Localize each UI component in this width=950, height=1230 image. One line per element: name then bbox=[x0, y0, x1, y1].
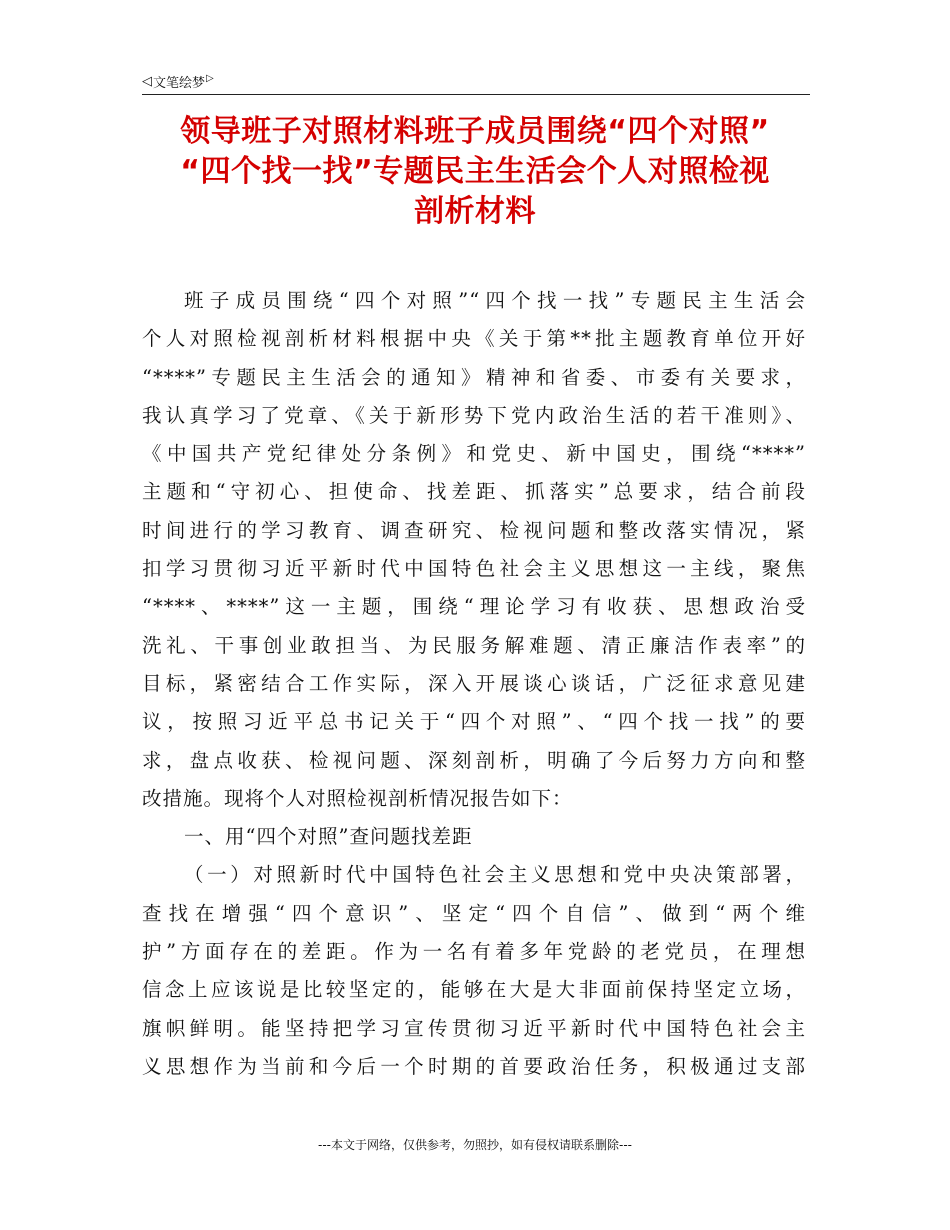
body-line: 议，按照习近平总书记关于“四个对照”、“四个找一找”的要 bbox=[142, 710, 806, 734]
document-body bbox=[142, 282, 806, 1086]
section-heading: 一、用“四个对照”查问题找差距 bbox=[184, 825, 473, 849]
body-line: 查找在增强“四个意识”、坚定“四个自信”、做到“两个维 bbox=[142, 901, 806, 925]
subsection-heading: （一）对照新时代中国特色社会主义思想和党中央决策部署， bbox=[184, 863, 806, 887]
body-line: 时间进行的学习教育、调查研究、检视问题和整改落实情况，紧 bbox=[142, 518, 806, 542]
title-line-3: 剖析材料 bbox=[414, 194, 536, 229]
body-line: 班子成员围绕“四个对照”“四个找一找”专题民主生活会 bbox=[184, 289, 806, 312]
body-line: 个人对照检视剖析材料根据中央《关于第**批主题教育单位开好 bbox=[142, 327, 806, 351]
header-brand bbox=[142, 72, 214, 91]
body-line: 洗礼、干事创业敢担当、为民服务解难题、清正廉洁作表率”的 bbox=[142, 633, 806, 657]
body-line: 旗帜鲜明。能坚持把学习宣传贯彻习近平新时代中国特色社会主 bbox=[142, 1016, 806, 1040]
footer-disclaimer: ---本文于网络，仅供参考，勿照抄，如有侵权请联系删除--- bbox=[318, 1138, 632, 1152]
body-line: 主题和“守初心、担使命、找差距、抓落实”总要求，结合前段 bbox=[142, 480, 806, 504]
body-line: 求，盘点收获、检视问题、深刻剖析，明确了今后努力方向和整 bbox=[142, 748, 806, 772]
body-line: 我认真学习了党章、《关于新形势下党内政治生活的若干准则》、 bbox=[142, 403, 806, 427]
body-line: 信念上应该说是比较坚定的，能够在大是大非面前保持坚定立场， bbox=[142, 978, 806, 1002]
body-line: “****、****”这一主题，围绕“理论学习有收获、思想政治受 bbox=[142, 595, 806, 619]
body-line: “****”专题民主生活会的通知》精神和省委、市委有关要求， bbox=[142, 365, 806, 389]
document-title bbox=[120, 112, 830, 232]
body-line: 义思想作为当前和今后一个时期的首要政治任务，积极通过支部 bbox=[142, 1054, 806, 1078]
body-line: 改措施。现将个人对照检视剖析情况报告如下： bbox=[142, 786, 573, 810]
title-line-1: 领导班子对照材料班子成员围绕“四个对照” bbox=[180, 114, 770, 149]
left-triangle-icon: ◁ bbox=[142, 74, 152, 89]
header-divider bbox=[142, 94, 810, 95]
right-triangle-icon: ▷ bbox=[206, 72, 214, 84]
body-line: 目标，紧密结合工作实际，深入开展谈心谈话，广泛征求意见建 bbox=[142, 671, 806, 695]
title-line-2: “四个找一找”专题民主生活会个人对照检视 bbox=[180, 154, 770, 189]
brand-text: 文笔绘梦 bbox=[153, 76, 206, 91]
body-line: 护”方面存在的差距。作为一名有着多年党龄的老党员，在理想 bbox=[142, 940, 806, 964]
body-line: 《中国共产党纪律处分条例》和党史、新中国史，围绕“****” bbox=[142, 442, 806, 466]
body-line: 扣学习贯彻习近平新时代中国特色社会主义思想这一主线，聚焦 bbox=[142, 557, 806, 581]
